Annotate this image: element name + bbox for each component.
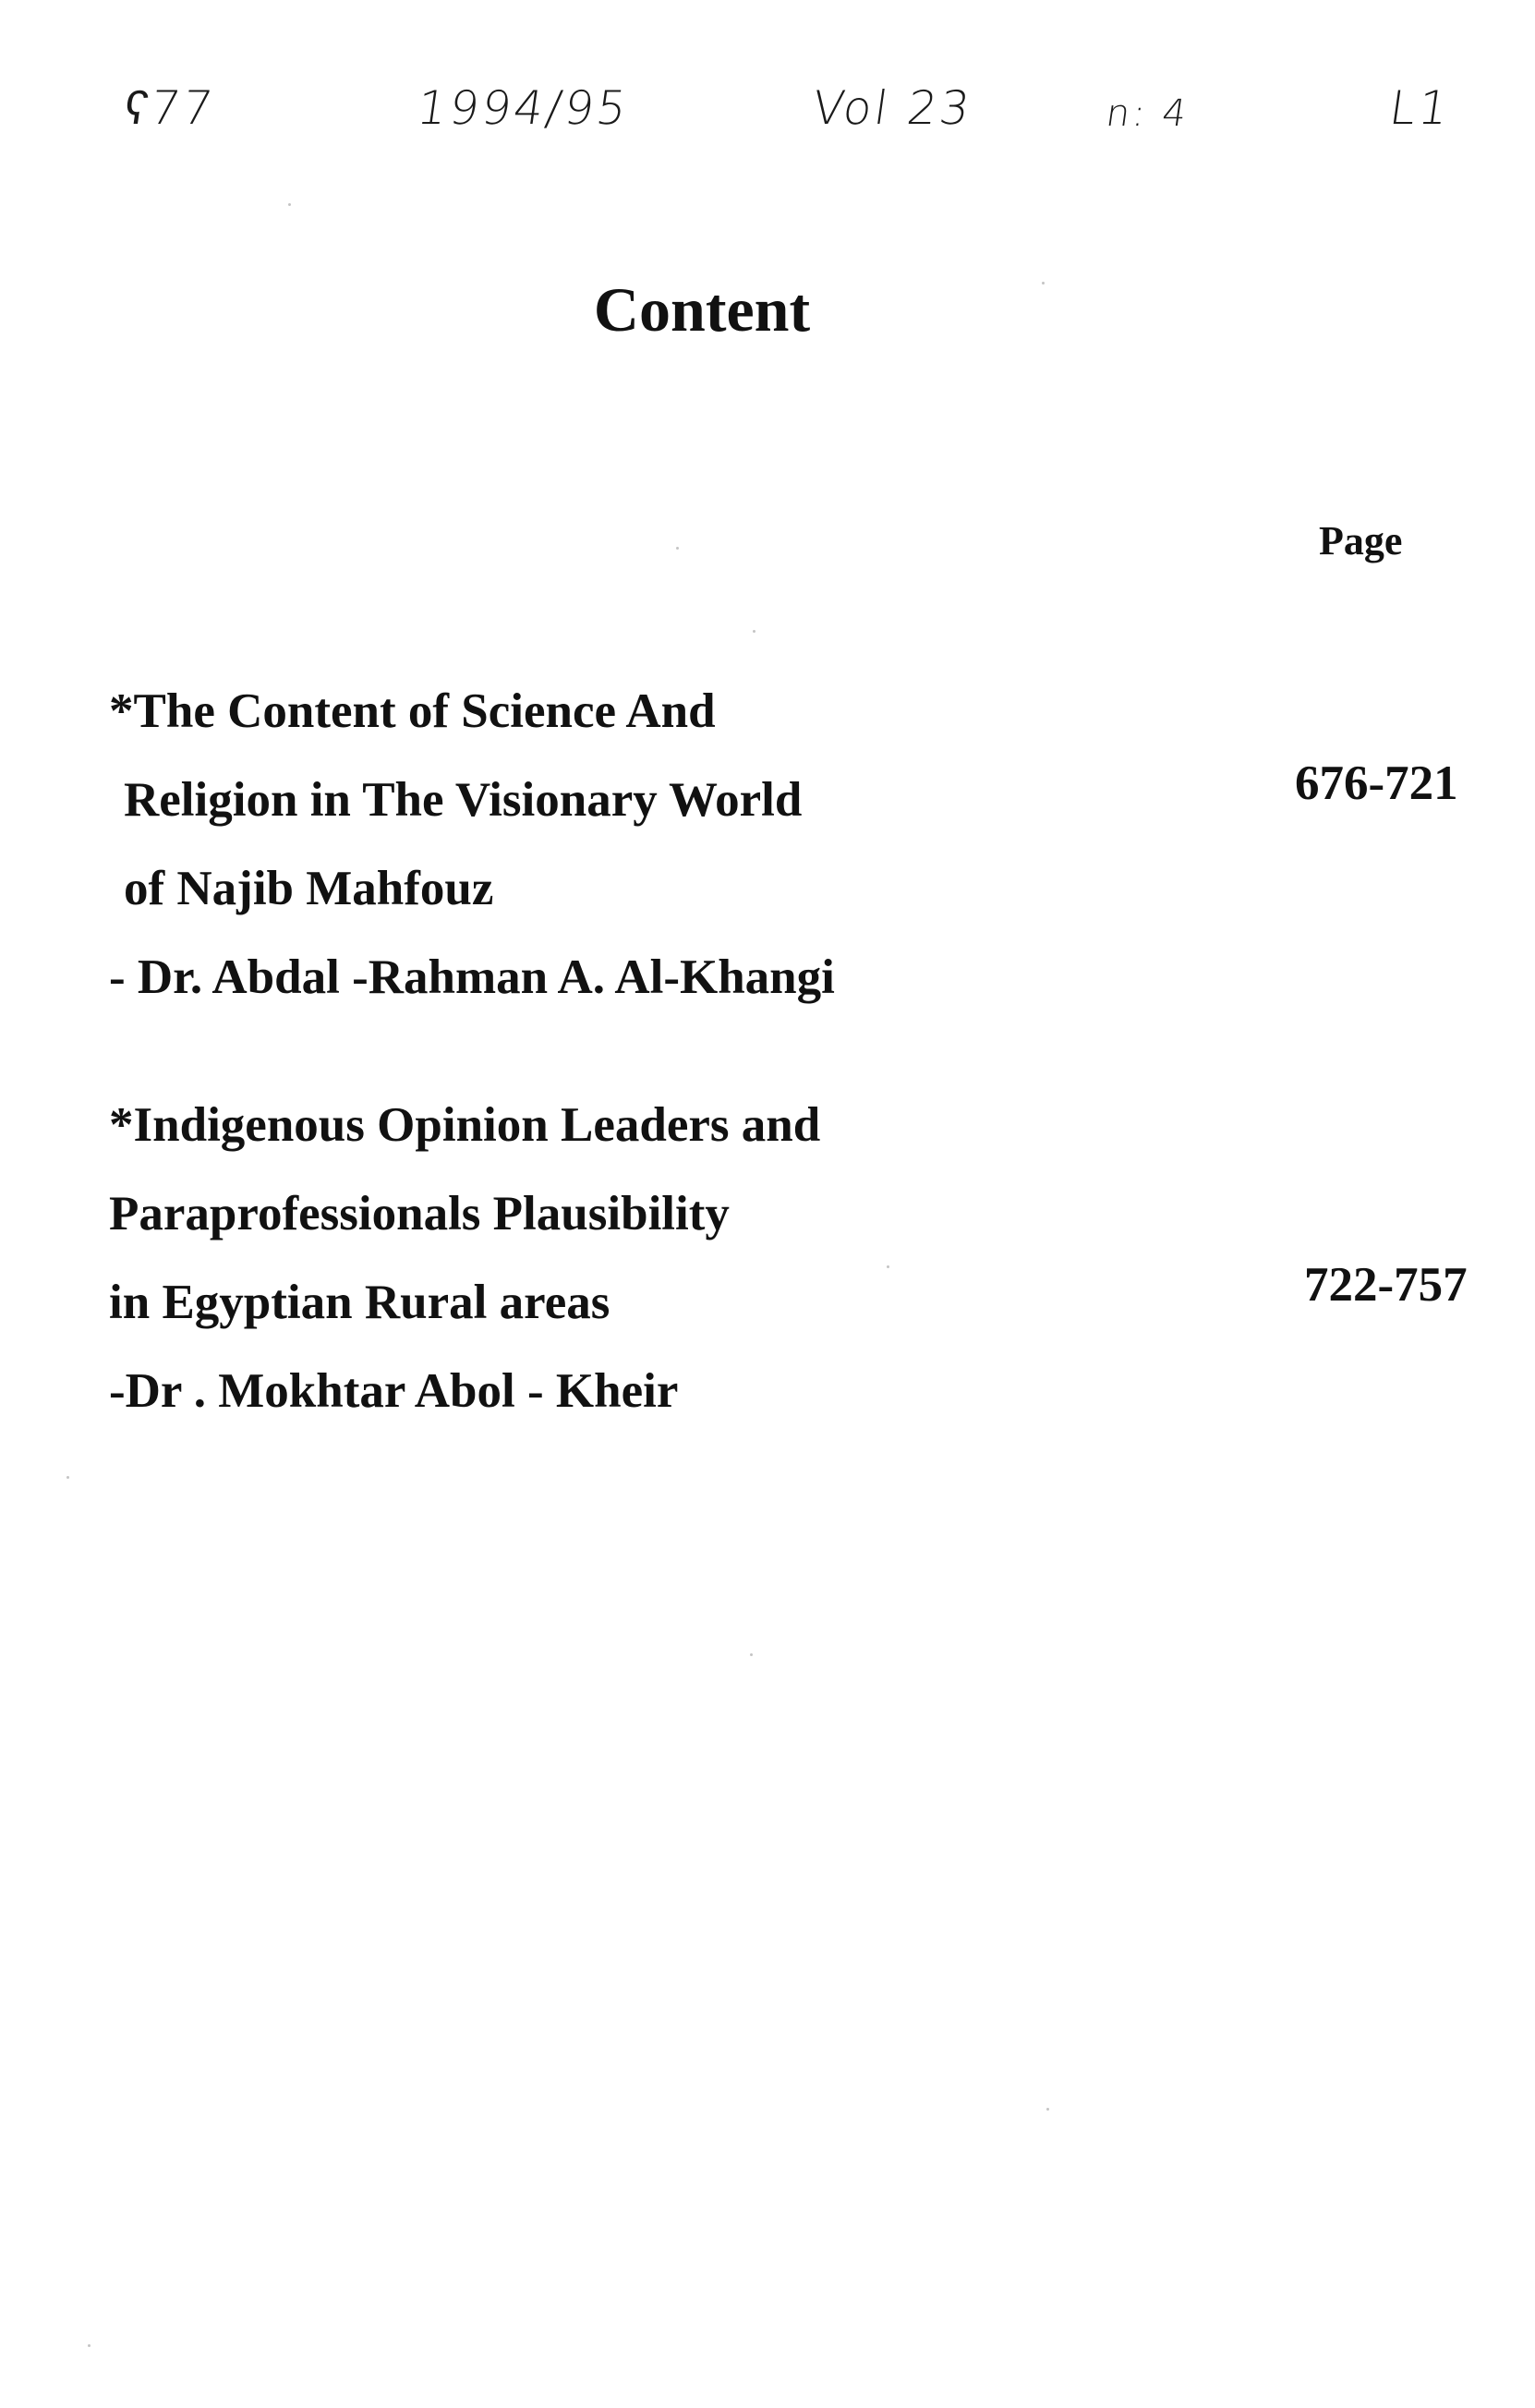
handwritten-code: ʕ77 (120, 81, 219, 135)
toc-entry-title-line: Religion in The Visionary World (124, 773, 803, 827)
toc-entry-pages: 676-721 (1295, 756, 1458, 810)
toc-entry (109, 1081, 1457, 1435)
toc-entry-title-line: Paraprofessionals Plausibility (109, 1187, 730, 1240)
toc-entry-title-line: in Egyptian Rural areas (109, 1276, 610, 1329)
scan-speck (753, 630, 755, 633)
toc-entry-title-line: *Indigenous Opinion Leaders and (109, 1098, 821, 1152)
handwritten-years: 1994/95 (413, 81, 633, 135)
scan-speck (676, 547, 679, 550)
toc-entry-author: -Dr . Mokhtar Abol - Kheir (109, 1364, 679, 1418)
handwritten-volume: Vol 23 (808, 81, 976, 135)
scan-speck (887, 1265, 889, 1268)
toc-entry-title-line: *The Content of Science And (109, 684, 716, 738)
handwritten-location: L1 (1385, 81, 1455, 135)
toc-entry-author: - Dr. Abdal -Rahman A. Al-Khangi (109, 950, 835, 1004)
scan-speck (750, 1653, 753, 1656)
scan-speck (88, 2344, 91, 2347)
page-column-header: Page (1319, 518, 1403, 563)
scan-speck (66, 1476, 69, 1479)
toc-entry (109, 667, 1457, 1022)
scan-speck (1046, 2108, 1049, 2111)
scan-speck (1042, 282, 1045, 284)
handwritten-number: n: 4 (1103, 92, 1192, 135)
toc-entry-title-line: of Najib Mahfouz (124, 862, 494, 915)
page-title: Content (593, 274, 811, 345)
scan-speck (288, 203, 291, 206)
toc-entry-pages: 722-757 (1304, 1258, 1468, 1312)
